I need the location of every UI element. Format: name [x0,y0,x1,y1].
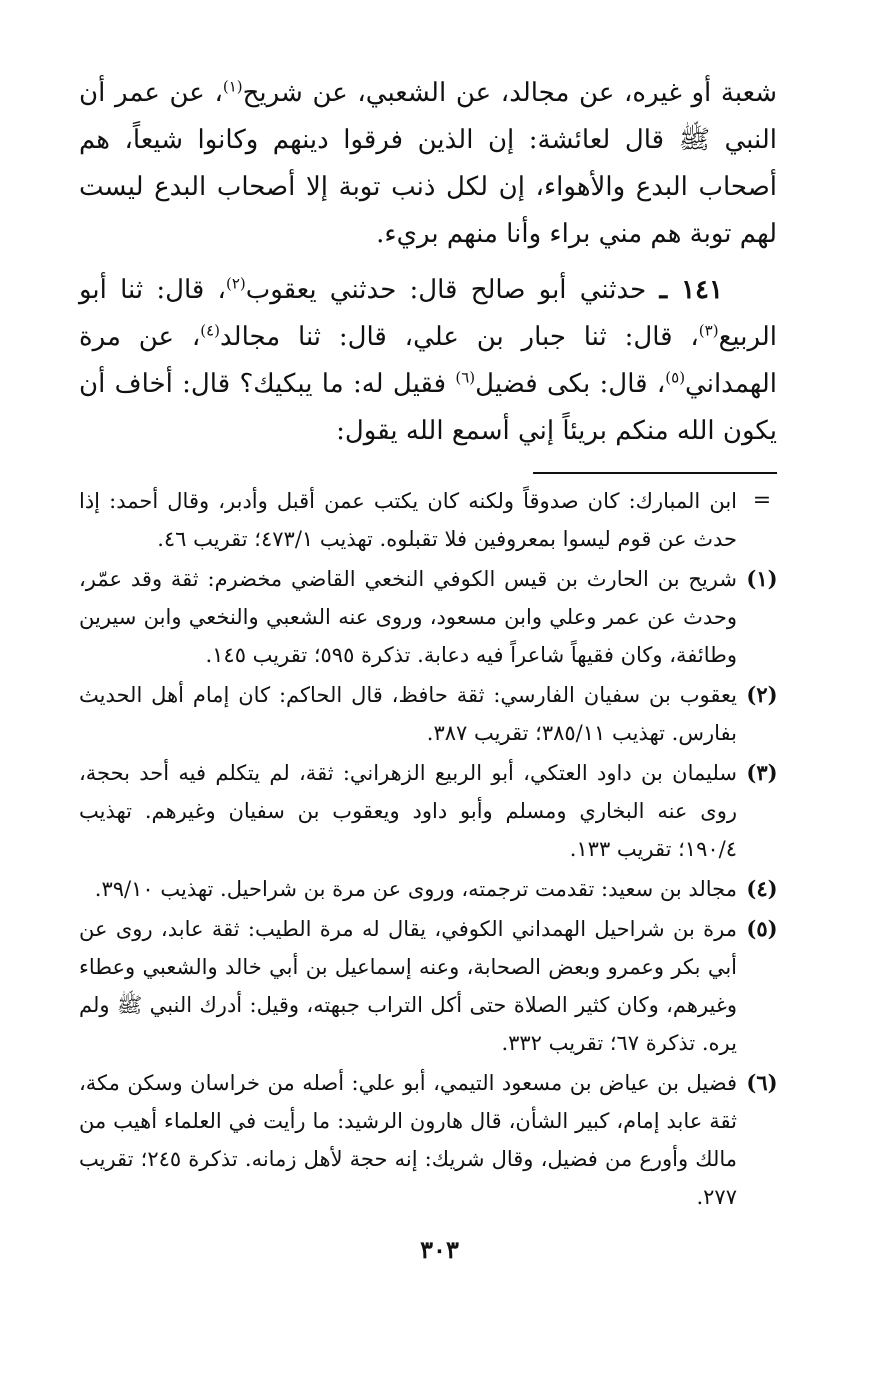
paragraph-2-text-6: فقيل له: ما يبكيك؟ قال: أخاف أن يكون الله منكم بريئاً إني أسمع الله يقول: [79,369,777,446]
footnote-text: يعقوب بن سفيان الفارسي: ثقة حافظ، قال الحاكم: كان إمام أهل الحديث بفارس. تهذيب ٣٨٥/١١؛ تقريب ٣٨٧. [79,683,737,745]
footnote-mark: = [752,488,772,513]
paragraph-1-text: شعبة أو غيره، عن مجالد، عن الشعبي، عن شريح [242,78,777,108]
footnote-text: مرة بن شراحيل الهمداني الكوفي، يقال له مرة الطيب: ثقة عابد، روى عن أبي بكر وعمرو وبعض الصحابة، وعنه إسماعيل بن أبي خالد والشعبي وعطاء وغيرهم، وكان كثير الصلاة حتى أكل التراب جبهته، وقيل: أدرك النبي ﷺ ولم يره. تذكرة ٦٧؛ تقريب ٣٣٢. [79,917,737,1055]
footnote-ref-5: (٥) [665,368,686,387]
footnote-mark: (٢) [746,682,778,707]
footnote-2 [79,676,787,752]
footnote-1 [79,560,787,674]
paragraph-2-text-5: ، قال: بكى فضيل [475,369,666,399]
footnote-text: فضيل بن عياض بن مسعود التيمي، أبو علي: أصله من خراسان وسكن مكة، ثقة عابد إمام، كبير الشأن، قال هارون الرشيد: ما رأيت في العلماء أهيب من مالك وأورع من فضيل، وقال شريك: إنه حجة لأهل زمانه. تذكرة ٢٤٥؛ تقريب ٢٧٧. [79,1071,737,1209]
footnote-text: مجالد بن سعيد: تقدمت ترجمته، وروى عن مرة بن شراحيل. تهذيب ٣٩/١٠. [94,877,737,901]
footnote-mark: (٤) [746,876,778,901]
footnote-ref-3: (٣) [698,321,719,340]
footnote-ref-6: (٦) [455,368,476,387]
footnote-mark: (٥) [746,916,778,941]
footnote-6 [79,1064,787,1216]
footnote-mark: (٦) [746,1070,778,1095]
main-paragraph-1 [79,70,777,258]
paragraph-2-text-1: حدثني أبو صالح قال: حدثني يعقوب [245,275,660,305]
main-paragraph-2 [79,267,777,455]
footnote-ref-2: (٢) [225,274,246,293]
footnote-ref-1: (١) [222,77,243,96]
footnote-separator [533,472,777,474]
footnote-3 [79,754,787,868]
footnote-mark: (١) [746,566,778,591]
footnote-text: سليمان بن داود العتكي، أبو الربيع الزهراني: ثقة، لم يتكلم فيه أحد بحجة، روى عنه البخاري ومسلم وأبو داود ويعقوب بن سفيان وغيرهم. تهذيب ١٩٠/٤؛ تقريب ١٣٣. [79,761,737,861]
paragraph-2-text-4: ، عن مرة الهمداني [79,322,777,399]
footnote-4 [79,870,787,908]
footnote-mark: (٣) [746,760,778,785]
hadith-number: ١٤١ ـ [659,275,723,305]
footnote-ref-4: (٤) [200,321,221,340]
footnote-text: شريح بن الحارث بن قيس الكوفي النخعي القاضي مخضرم: ثقة وقد عمّر، وحدث عن عمر وعلي وابن مسعود، وروى عنه الشعبي والنخعي وابن سيرين وطائفة، وكان فقيهاً شاعراً فيه دعابة. تذكرة ٥٩٥؛ تقريب ١٤٥. [79,567,737,667]
paragraph-2-text-3: ، قال: ثنا جبار بن علي، قال: ثنا مجالد [220,322,699,352]
footnote-continuation [79,482,787,558]
page-number: ٣٠٣ [420,1235,459,1264]
paragraph-1-text-cont: ، عن عمر أن النبي ﷺ قال لعائشة: إن الذين فرقوا دينهم وكانوا شيعاً، هم أصحاب البدع والأهواء، إن لكل ذنب توبة إلا أصحاب البدع ليست لهم توبة هم مني براء وأنا منهم بريء. [79,78,777,249]
footnote-text: ابن المبارك: كان صدوقاً ولكنه كان يكتب عمن أقبل وأدبر، وقال أحمد: إذا حدث عن قوم ليسوا بمعروفين فلا تقبلوه. تهذيب ٤٧٣/١؛ تقريب ٤٦. [79,489,737,551]
footnote-5 [79,910,787,1062]
footnotes [79,482,787,1218]
main-text [79,70,777,455]
paragraph-2-text-2: ، قال: ثنا أبو الربيع [79,275,777,352]
